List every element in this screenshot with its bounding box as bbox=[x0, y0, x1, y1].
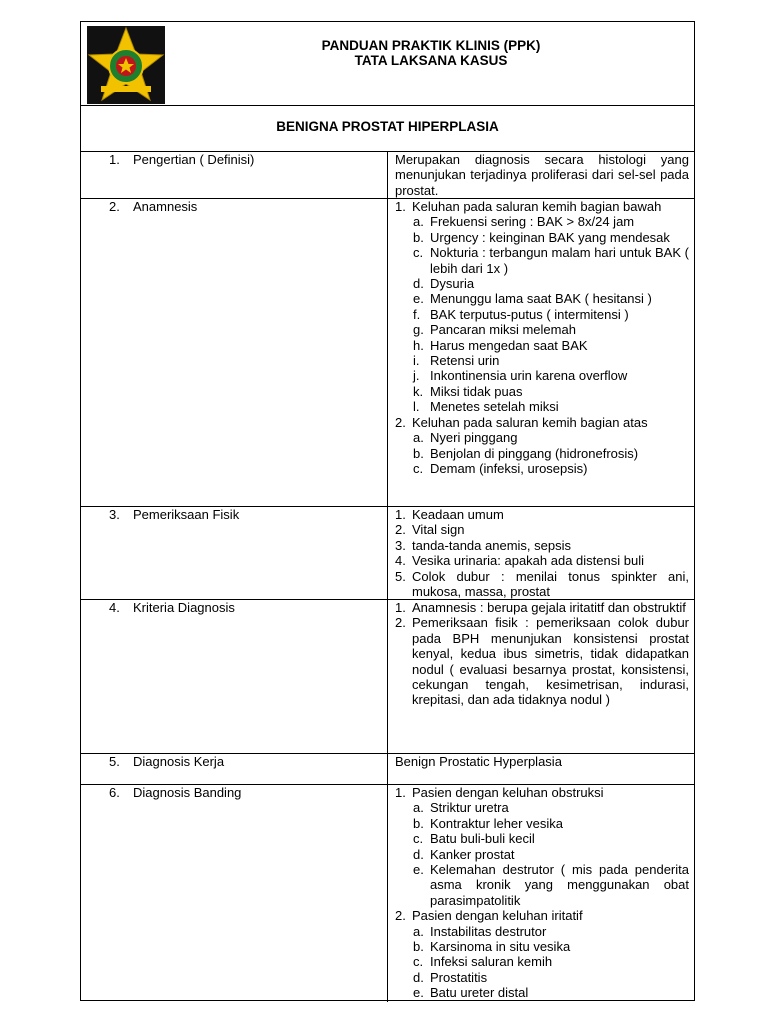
table-row bbox=[81, 754, 694, 785]
list-marker: a. bbox=[413, 430, 424, 446]
document-header bbox=[81, 22, 694, 106]
list-marker: j. bbox=[413, 368, 420, 384]
row-number: 1. bbox=[109, 152, 120, 167]
list-marker: 2. bbox=[395, 414, 406, 430]
list-item bbox=[395, 600, 689, 615]
table-row bbox=[81, 199, 694, 507]
row-label-text: Anamnesis bbox=[133, 199, 198, 214]
sub-list-item bbox=[395, 831, 689, 846]
sub-list-item bbox=[395, 307, 689, 322]
header-title-line-1: PANDUAN PRAKTIK KLINIS (PPK) bbox=[321, 38, 541, 53]
list-text: Keluhan pada saluran kemih bagian atas bbox=[412, 414, 648, 430]
list-item bbox=[395, 615, 689, 707]
list-marker: b. bbox=[413, 939, 424, 955]
list-text: Karsinoma in situ vesika bbox=[430, 939, 571, 955]
list-marker: c. bbox=[413, 245, 424, 261]
list-marker: 2. bbox=[395, 522, 406, 538]
sub-list-item bbox=[395, 214, 689, 229]
sub-list-item bbox=[395, 276, 689, 291]
list-text: Vesika urinaria: apakah ada distensi buli bbox=[412, 553, 644, 569]
list-text: Kelemahan destrutor ( mis pada penderita asma kronik yang menggunakan obat parasimpatolitik bbox=[430, 862, 689, 908]
list-marker: c. bbox=[413, 460, 424, 476]
list-text: Inkontinensia urin karena overflow bbox=[430, 368, 628, 384]
list-marker: 2. bbox=[395, 908, 406, 924]
list-marker: a. bbox=[413, 923, 424, 939]
row-label bbox=[109, 199, 197, 214]
list-marker: a. bbox=[413, 800, 424, 816]
sub-list-item bbox=[395, 985, 689, 1000]
table-row bbox=[81, 600, 694, 754]
sub-list-item bbox=[395, 338, 689, 353]
row-content bbox=[395, 785, 689, 1001]
list-item bbox=[395, 522, 689, 537]
sub-list-item bbox=[395, 800, 689, 815]
list-text: BAK terputus-putus ( intermitensi ) bbox=[430, 306, 629, 322]
list-text: Instabilitas destrutor bbox=[430, 923, 547, 939]
list-marker: f. bbox=[413, 306, 421, 322]
sub-list-item bbox=[395, 970, 689, 985]
list-text: Kanker prostat bbox=[430, 846, 515, 862]
row-number: 5. bbox=[109, 754, 120, 769]
sub-list-item bbox=[395, 862, 689, 908]
row-label-text: Pemeriksaan Fisik bbox=[133, 507, 240, 522]
list-text: Retensi urin bbox=[430, 353, 500, 369]
row-text: Benign Prostatic Hyperplasia bbox=[395, 754, 562, 769]
kolaka-utara-emblem-logo bbox=[87, 26, 165, 104]
list-text: Colok dubur : menilai tonus spinkter ani, mukosa, massa, prostat bbox=[412, 568, 689, 600]
row-content bbox=[395, 600, 689, 708]
table-row bbox=[81, 785, 694, 1002]
sub-list-item bbox=[395, 399, 689, 414]
row-label bbox=[109, 152, 254, 167]
sub-list-item bbox=[395, 816, 689, 831]
list-text: Striktur uretra bbox=[430, 800, 509, 816]
list-marker: l. bbox=[413, 399, 420, 415]
row-number: 6. bbox=[109, 785, 120, 800]
divider bbox=[81, 105, 694, 106]
sub-list-item bbox=[395, 368, 689, 383]
list-text: Urgency : keinginan BAK yang mendesak bbox=[430, 229, 670, 245]
list-marker: c. bbox=[413, 954, 424, 970]
list-item bbox=[395, 785, 689, 800]
row-label bbox=[109, 754, 224, 769]
list-text: Pasien dengan keluhan obstruksi bbox=[412, 785, 604, 800]
list-text: Batu ureter distal bbox=[430, 985, 529, 1001]
list-text: Keluhan pada saluran kemih bagian bawah bbox=[412, 199, 662, 214]
list-item bbox=[395, 553, 689, 568]
sub-list-item bbox=[395, 322, 689, 337]
list-text: Dysuria bbox=[430, 276, 475, 292]
list-item bbox=[395, 415, 689, 430]
sub-list-item bbox=[395, 939, 689, 954]
sub-list-item bbox=[395, 847, 689, 862]
row-content bbox=[395, 152, 689, 198]
sub-list-item bbox=[395, 954, 689, 969]
list-text: Frekuensi sering : BAK > 8x/24 jam bbox=[430, 214, 635, 230]
list-item bbox=[395, 507, 689, 522]
list-text: Keadaan umum bbox=[412, 507, 504, 522]
list-marker: 3. bbox=[395, 537, 406, 553]
row-number: 4. bbox=[109, 600, 120, 615]
list-item bbox=[395, 538, 689, 553]
list-text: Menunggu lama saat BAK ( hesitansi ) bbox=[430, 291, 652, 307]
list-text: Pemeriksaan fisik : pemeriksaan colok dubur pada BPH menunjukan konsistensi prostat kenyal, kedua ibus simetris, tidak didapatkan nodul ( evaluasi besarnya prostat, konsistensi, cekungan tengah, kesimetrisan, indurasi, krepitasi, dan ada tidaknya nodul ) bbox=[412, 615, 689, 708]
sub-list-item bbox=[395, 924, 689, 939]
list-marker: e. bbox=[413, 862, 424, 878]
list-text: Batu buli-buli kecil bbox=[430, 831, 535, 847]
list-text: Prostatitis bbox=[430, 969, 488, 985]
list-item bbox=[395, 199, 689, 214]
table-row bbox=[81, 507, 694, 600]
list-marker: b. bbox=[413, 815, 424, 831]
list-marker: g. bbox=[413, 322, 424, 338]
list-marker: d. bbox=[413, 846, 424, 862]
list-marker: c. bbox=[413, 831, 424, 847]
list-text: Miksi tidak puas bbox=[430, 383, 523, 399]
sub-list-item bbox=[395, 245, 689, 276]
sub-list-item bbox=[395, 430, 689, 445]
list-text: Pasien dengan keluhan iritatif bbox=[412, 908, 583, 924]
list-text: Benjolan di pinggang (hidronefrosis) bbox=[430, 445, 639, 461]
row-content bbox=[395, 199, 689, 476]
list-marker: 1. bbox=[395, 785, 406, 800]
list-marker: k. bbox=[413, 383, 424, 399]
sub-list-item bbox=[395, 353, 689, 368]
list-marker: b. bbox=[413, 445, 424, 461]
list-marker: d. bbox=[413, 969, 424, 985]
list-marker: h. bbox=[413, 337, 424, 353]
row-number: 2. bbox=[109, 199, 120, 214]
list-item bbox=[395, 569, 689, 600]
list-text: Pancaran miksi melemah bbox=[430, 322, 576, 338]
list-text: Anamnesis : berupa gejala iritatitf dan obstruktif bbox=[412, 600, 686, 615]
sub-list-item bbox=[395, 446, 689, 461]
list-marker: 4. bbox=[395, 553, 406, 569]
row-number: 3. bbox=[109, 507, 120, 522]
row-text: Merupakan diagnosis secara histologi yang menunjukan terjadinya proliferasi dari sel-sel pada prostat. bbox=[395, 152, 689, 198]
row-label bbox=[109, 507, 239, 522]
list-marker: d. bbox=[413, 276, 424, 292]
list-text: tanda-tanda anemis, sepsis bbox=[412, 537, 571, 553]
list-text: Demam (infeksi, urosepsis) bbox=[430, 460, 588, 476]
list-text: Kontraktur leher vesika bbox=[430, 815, 563, 831]
list-text: Nokturia : terbangun malam hari untuk BAK ( lebih dari 1x ) bbox=[430, 245, 689, 276]
ppk-document-table bbox=[80, 21, 695, 1001]
list-text: Vital sign bbox=[412, 522, 465, 538]
list-marker: 2. bbox=[395, 615, 406, 631]
list-marker: b. bbox=[413, 229, 424, 245]
list-marker: 5. bbox=[395, 568, 406, 584]
row-label-text: Diagnosis Banding bbox=[133, 785, 242, 800]
row-content bbox=[395, 754, 689, 769]
row-label bbox=[109, 785, 241, 800]
list-marker: 1. bbox=[395, 600, 406, 615]
list-marker: i. bbox=[413, 353, 420, 369]
list-text: Nyeri pinggang bbox=[430, 430, 518, 446]
sub-list-item bbox=[395, 230, 689, 245]
row-content bbox=[395, 507, 689, 599]
document-title: BENIGNA PROSTAT HIPERPLASIA bbox=[276, 119, 499, 134]
list-marker: a. bbox=[413, 214, 424, 230]
table-row bbox=[81, 152, 694, 199]
header-title bbox=[311, 38, 551, 68]
row-label-text: Diagnosis Kerja bbox=[133, 754, 225, 769]
sub-list-item bbox=[395, 291, 689, 306]
list-marker: 1. bbox=[395, 199, 406, 214]
sub-list-item bbox=[395, 461, 689, 476]
row-label-text: Pengertian ( Definisi) bbox=[133, 152, 255, 167]
row-label bbox=[109, 600, 235, 615]
list-text: Menetes setelah miksi bbox=[430, 399, 559, 415]
list-marker: e. bbox=[413, 985, 424, 1001]
sub-list-item bbox=[395, 384, 689, 399]
list-marker: 1. bbox=[395, 507, 406, 522]
list-marker: e. bbox=[413, 291, 424, 307]
header-title-line-2: TATA LAKSANA KASUS bbox=[354, 53, 508, 68]
list-text: Harus mengedan saat BAK bbox=[430, 337, 588, 353]
row-label-text: Kriteria Diagnosis bbox=[133, 600, 235, 615]
list-item bbox=[395, 908, 689, 923]
list-text: Infeksi saluran kemih bbox=[430, 954, 553, 970]
